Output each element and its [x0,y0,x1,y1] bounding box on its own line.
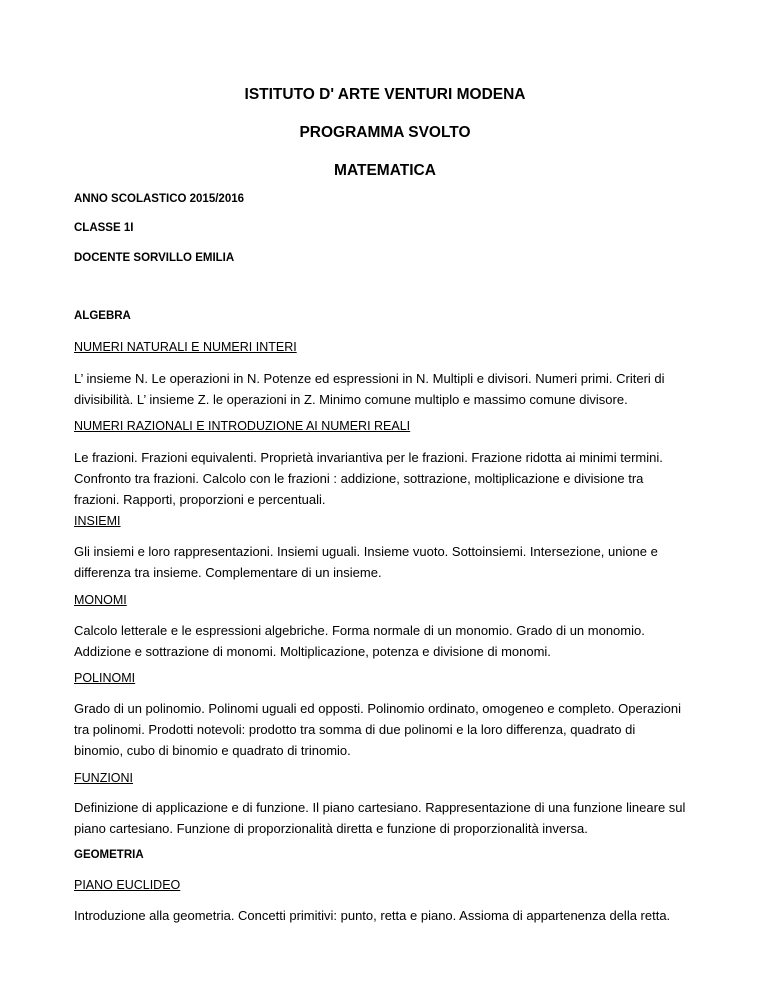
topic-heading: NUMERI NATURALI E NUMERI INTERI [74,340,297,354]
topic-heading: MONOMI [74,593,127,607]
paragraph-line: Addizione e sottrazione di monomi. Moltiplicazione, potenza e divisione di monomi. [74,644,551,659]
topic-heading: POLINOMI [74,671,136,685]
topic-heading: PIANO EUCLIDEO [74,878,181,892]
paragraph-line: differenza tra insieme. Complementare di un insieme. [74,565,382,580]
paragraph-line: Calcolo letterale e le espressioni algebriche. Forma normale di un monomio. Grado di un monomio. [74,623,645,638]
class-name: CLASSE 1I [74,222,134,234]
paragraph-line: Introduzione alla geometria. Concetti primitivi: punto, retta e piano. Assioma di appartenenza della retta. [74,908,671,923]
topic-heading: NUMERI RAZIONALI E INTRODUZIONE AI NUMERI REALI [74,419,411,433]
paragraph-line: divisibilità. L’ insieme Z. le operazioni in Z. Minimo comune multiplo e massimo comune divisore. [74,392,628,407]
paragraph-line: Confronto tra frazioni. Calcolo con le frazioni : addizione, sottrazione, moltiplicazione e divisione tra [74,471,644,486]
paragraph-line: binomio, cubo di binomio e quadrato di trinomio. [74,743,351,758]
subject-title: MATEMATICA [334,162,436,179]
paragraph-line: Definizione di applicazione e di funzione. Il piano cartesiano. Rappresentazione di una funzione lineare sul [74,800,686,815]
topic-heading: FUNZIONI [74,771,134,785]
teacher-name: DOCENTE SORVILLO EMILIA [74,252,235,264]
topic-paragraph [74,541,696,583]
section-algebra: ALGEBRA [74,310,131,322]
school-year: ANNO SCOLASTICO 2015/2016 [74,193,245,205]
school-title: ISTITUTO D' ARTE VENTURI MODENA [244,86,526,103]
topic-paragraph [74,698,696,761]
topic-paragraph [74,620,696,662]
section-geometria: GEOMETRIA [74,849,144,861]
paragraph-line: Le frazioni. Frazioni equivalenti. Proprietà invariantiva per le frazioni. Frazione ridotta ai minimi termini. [74,450,663,465]
paragraph-line: L’ insieme N. Le operazioni in N. Potenze ed espressioni in N. Multipli e divisori. Numeri primi. Criteri di [74,371,665,386]
program-title: PROGRAMMA SVOLTO [299,124,471,141]
paragraph-line: piano cartesiano. Funzione di proporzionalità diretta e funzione di proporzionalità inversa. [74,821,588,836]
paragraph-line: tra polinomi. Prodotti notevoli: prodotto tra somma di due polinomi e la loro differenza, quadrato di [74,722,636,737]
topic-paragraph [74,797,696,839]
paragraph-line: Grado di un polinomio. Polinomi uguali ed opposti. Polinomio ordinato, omogeneo e completo. Operazioni [74,701,682,716]
paragraph-line: frazioni. Rapporti, proporzioni e percentuali. [74,492,326,507]
topic-paragraph [74,368,696,410]
paragraph-line: Gli insiemi e loro rappresentazioni. Insiemi uguali. Insieme vuoto. Sottoinsiemi. Intersezione, unione e [74,544,658,559]
topic-paragraph [74,447,696,510]
topic-heading: INSIEMI [74,514,121,528]
topic-paragraph [74,905,696,926]
